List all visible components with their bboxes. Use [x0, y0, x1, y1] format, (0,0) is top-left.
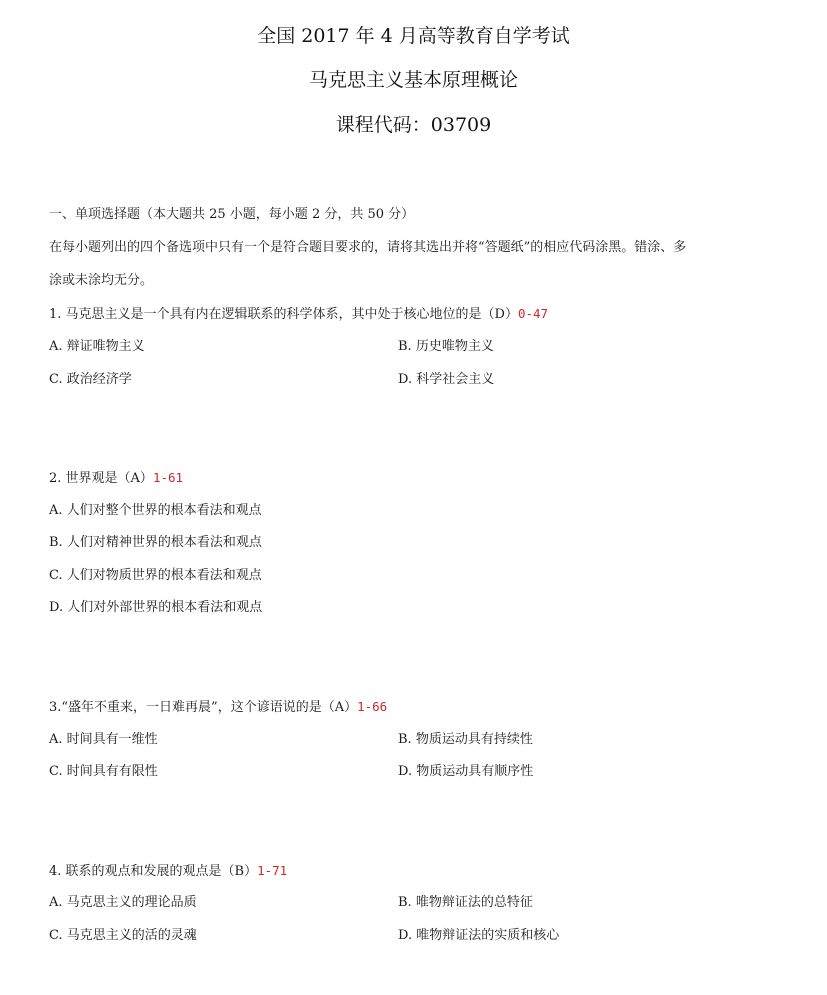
question-4-option-d: D. 唯物辩证法的实质和核心 — [398, 928, 560, 943]
question-3-option-c: C. 时间具有有限性 — [49, 764, 158, 779]
question-1-option-a: A. 辩证唯物主义 — [49, 339, 145, 354]
question-3-option-b: B. 物质运动具有持续性 — [398, 732, 533, 747]
question-stem-text: 4. 联系的观点和发展的观点是（B） — [49, 864, 258, 879]
question-2-option-a: A. 人们对整个世界的根本看法和观点 — [49, 503, 262, 518]
question-4-stem — [49, 862, 287, 881]
question-2-option-c: C. 人们对物质世界的根本看法和观点 — [49, 568, 262, 583]
question-1-option-b: B. 历史唯物主义 — [398, 339, 494, 354]
section-heading: 一、单项选择题（本大题共 25 小题，每小题 2 分，共 50 分） — [49, 207, 415, 222]
question-4-option-a: A. 马克思主义的理论品质 — [49, 895, 197, 910]
course-code: 课程代码：03709 — [335, 114, 492, 136]
question-ref: 1-71 — [257, 863, 288, 878]
question-4-option-c: C. 马克思主义的活的灵魂 — [49, 928, 197, 943]
question-2-stem — [49, 469, 183, 488]
question-ref: 0-47 — [517, 306, 549, 321]
question-1-option-c: C. 政治经济学 — [49, 372, 132, 387]
question-3-option-a: A. 时间具有一维性 — [49, 732, 158, 747]
question-3-option-d: D. 物质运动具有顺序性 — [398, 764, 534, 779]
question-2-option-d: D. 人们对外部世界的根本看法和观点 — [49, 600, 263, 615]
question-1-stem — [49, 305, 548, 324]
exam-title: 全国 2017 年 4 月高等教育自学考试 — [257, 25, 570, 47]
question-stem-text: 3.“盛年不重来，一日难再晨”，这个谚语说的是（A） — [49, 700, 358, 715]
question-ref: 1-61 — [152, 470, 184, 485]
question-ref: 1-66 — [357, 699, 388, 714]
question-4-option-b: B. 唯物辩证法的总特征 — [398, 895, 533, 910]
question-stem-text: 1. 马克思主义是一个具有内在逻辑联系的科学体系，其中处于核心地位的是（D） — [49, 307, 518, 322]
question-2-option-b: B. 人们对精神世界的根本看法和观点 — [49, 535, 262, 550]
question-stem-text: 2. 世界观是（A） — [49, 471, 153, 486]
question-3-stem — [49, 698, 387, 717]
question-1-option-d: D. 科学社会主义 — [398, 372, 495, 387]
instruction-line-1: 在每小题列出的四个备选项中只有一个是符合题目要求的，请将其选出并将“答题纸”的相应代码涂黑。错涂、多 — [49, 240, 687, 255]
instruction-line-2: 涂或未涂均无分。 — [49, 273, 154, 288]
subject-title: 马克思主义基本原理概论 — [308, 69, 518, 91]
